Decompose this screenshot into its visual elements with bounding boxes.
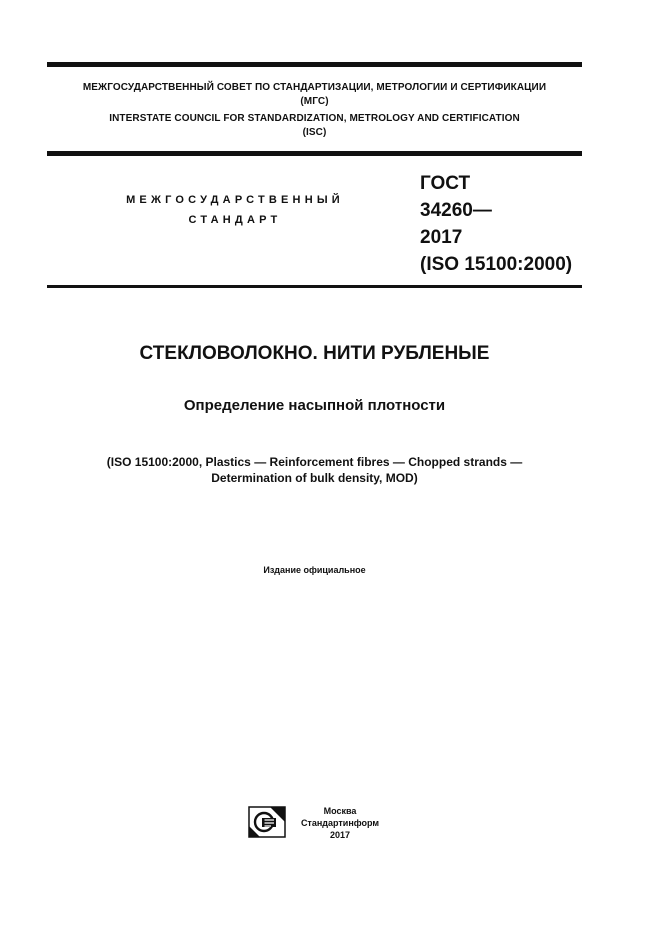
designation-line3: 2017 xyxy=(420,227,463,248)
iso-reference-line2: Determination of bulk density, MOD) xyxy=(211,471,418,485)
designation-line4: (ISO 15100:2000) xyxy=(420,254,573,275)
standard-type xyxy=(90,190,380,230)
council-ru-line2: (МГС) xyxy=(300,96,329,107)
standard-type-line2: СТАНДАРТ xyxy=(188,214,282,226)
standartinform-logo-icon xyxy=(248,806,286,838)
publisher-city: Москва xyxy=(323,806,357,816)
top-rule xyxy=(47,62,582,67)
council-en xyxy=(47,112,582,140)
iso-reference xyxy=(47,454,582,486)
iso-reference-line1: (ISO 15100:2000, Plastics — Reinforcement fibres — Chopped strands — xyxy=(106,455,523,469)
header-rule xyxy=(47,151,582,156)
designation-line2: 34260— xyxy=(420,200,492,221)
subtitle: Определение насыпной плотности xyxy=(183,397,446,414)
council-en-line2: (ISC) xyxy=(302,127,327,138)
publisher xyxy=(300,805,380,841)
standard-type-line1: МЕЖГОСУДАРСТВЕННЫЙ xyxy=(126,194,344,206)
main-title: СТЕКЛОВОЛОКНО. НИТИ РУБЛЕНЫЕ xyxy=(139,343,490,364)
edition-label: Издание официальное xyxy=(263,565,366,575)
designation-rule xyxy=(47,285,582,288)
publisher-year: 2017 xyxy=(329,830,351,840)
standard-designation xyxy=(420,170,590,278)
council-ru xyxy=(47,81,582,109)
council-ru-line1: МЕЖГОСУДАРСТВЕННЫЙ СОВЕТ ПО СТАНДАРТИЗАЦИИ, МЕТРОЛОГИИ И СЕРТИФИКАЦИИ xyxy=(82,82,547,93)
council-en-line1: INTERSTATE COUNCIL FOR STANDARDIZATION, METROLOGY AND CERTIFICATION xyxy=(109,113,520,124)
publisher-name: Стандартинформ xyxy=(300,818,380,828)
designation-line1: ГОСТ xyxy=(420,173,471,194)
